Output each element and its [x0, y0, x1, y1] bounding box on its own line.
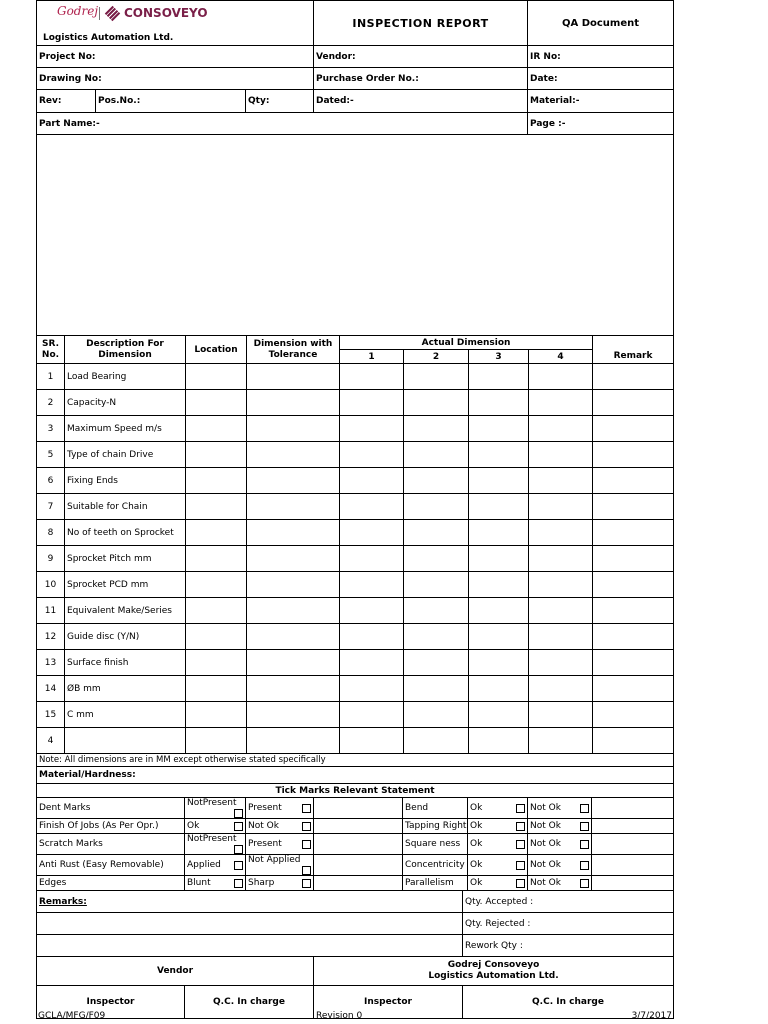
dated-field[interactable]: Dated:-: [314, 90, 528, 113]
row-cell[interactable]: [529, 442, 593, 468]
table-row: [37, 468, 674, 494]
row-cell[interactable]: [469, 442, 529, 468]
row-cell[interactable]: [186, 624, 247, 650]
project-no-field[interactable]: Project No:: [37, 46, 314, 68]
checkbox-icon[interactable]: [234, 845, 243, 854]
row-cell[interactable]: [529, 572, 593, 598]
checkbox-icon[interactable]: [234, 822, 243, 831]
table-row: [37, 546, 674, 572]
row-desc: Load Bearing: [65, 364, 186, 390]
tick-left-label: Anti Rust (Easy Removable): [37, 855, 185, 876]
tick-marks-table: [36, 797, 674, 891]
row-cell[interactable]: [593, 598, 674, 624]
dimension-table: [36, 335, 674, 754]
row-cell[interactable]: [247, 728, 340, 754]
row-cell[interactable]: [186, 520, 247, 546]
row-cell[interactable]: [186, 702, 247, 728]
checkbox-icon[interactable]: [516, 840, 525, 849]
row-cell[interactable]: [186, 364, 247, 390]
table-row: [37, 650, 674, 676]
inspection-report-sheet: [36, 0, 673, 1019]
drawing-no-field[interactable]: Drawing No:: [37, 68, 314, 90]
checkbox-icon[interactable]: [580, 879, 589, 888]
row-cell[interactable]: [469, 598, 529, 624]
tick-left-option-2[interactable]: Sharp: [246, 876, 314, 891]
row-cell[interactable]: [593, 546, 674, 572]
row-sr: 11: [37, 598, 65, 624]
ir-no-field[interactable]: IR No:: [528, 46, 674, 68]
row-sr: 7: [37, 494, 65, 520]
row-cell[interactable]: [593, 702, 674, 728]
godrej-qc-sign[interactable]: Q.C. In charge: [463, 986, 674, 1019]
form-code: GCLA/MFG/F09: [38, 1011, 106, 1021]
qty-field[interactable]: Qty:: [246, 90, 314, 113]
rev-row-table: [36, 89, 674, 113]
row-cell[interactable]: [404, 702, 469, 728]
row-cell[interactable]: [247, 676, 340, 702]
tick-left-option-2[interactable]: Present: [246, 798, 314, 819]
col-location-header: Location: [186, 336, 247, 364]
row-desc: Sprocket PCD mm: [65, 572, 186, 598]
row-sr: 1: [37, 364, 65, 390]
row-desc: No of teeth on Sprocket: [65, 520, 186, 546]
row-cell[interactable]: [469, 624, 529, 650]
godrej-sign-header: Godrej Consoveyo Logistics Automation Ltd.: [314, 957, 674, 986]
row-desc: Fixing Ends: [65, 468, 186, 494]
tick-left-option-1[interactable]: Blunt: [185, 876, 246, 891]
row-cell[interactable]: [469, 494, 529, 520]
row-cell[interactable]: [404, 442, 469, 468]
row-sr: 9: [37, 546, 65, 572]
checkbox-icon[interactable]: [302, 866, 311, 875]
consoveyo-diamond-icon: [105, 6, 121, 22]
row-cell[interactable]: [340, 702, 404, 728]
row-sr: 10: [37, 572, 65, 598]
table-row: [37, 728, 674, 754]
checkbox-icon[interactable]: [234, 861, 243, 870]
row-cell[interactable]: [340, 494, 404, 520]
brand-separator: [99, 7, 100, 20]
table-row: [37, 702, 674, 728]
row-cell[interactable]: [247, 520, 340, 546]
consoveyo-logo: CONSOVEYO: [124, 6, 208, 20]
row-cell[interactable]: [529, 728, 593, 754]
tick-left-label: Finish Of Jobs (As Per Opr.): [37, 819, 185, 834]
row-cell[interactable]: [469, 702, 529, 728]
row-cell[interactable]: [247, 494, 340, 520]
tick-left-option-2[interactable]: Not Applied: [246, 855, 314, 876]
row-sr: 8: [37, 520, 65, 546]
table-row: [37, 572, 674, 598]
row-cell[interactable]: [404, 598, 469, 624]
row-desc: Sprocket Pitch mm: [65, 546, 186, 572]
row-cell[interactable]: [247, 364, 340, 390]
tick-left-label: Scratch Marks: [37, 834, 185, 855]
row-cell[interactable]: [186, 598, 247, 624]
tick-left-option-1[interactable]: NotPresent: [185, 798, 246, 819]
tick-left-label: Dent Marks: [37, 798, 185, 819]
row-cell[interactable]: [186, 650, 247, 676]
row-cell[interactable]: [529, 676, 593, 702]
row-cell[interactable]: [469, 676, 529, 702]
tick-right-label: Bend: [403, 798, 468, 819]
doc-type: QA Document: [528, 1, 674, 46]
row-cell[interactable]: [340, 546, 404, 572]
row-cell[interactable]: [404, 416, 469, 442]
tick-left-option-2[interactable]: Present: [246, 834, 314, 855]
checkbox-icon[interactable]: [234, 809, 243, 818]
col-dim-header: Dimension with Tolerance: [247, 336, 340, 364]
row-desc: Type of chain Drive: [65, 442, 186, 468]
date-field[interactable]: Date:: [528, 68, 674, 90]
checkbox-icon[interactable]: [302, 840, 311, 849]
checkbox-icon[interactable]: [580, 804, 589, 813]
table-row: [37, 494, 674, 520]
row-desc: C mm: [65, 702, 186, 728]
godrej-inspector-sign[interactable]: Inspector: [314, 986, 463, 1019]
row-cell[interactable]: [529, 468, 593, 494]
revision-label: Revision 0: [316, 1011, 363, 1021]
tick-right-option-1[interactable]: Ok: [468, 876, 528, 891]
vendor-qc-sign[interactable]: Q.C. In charge: [185, 986, 314, 1019]
row-sr: 5: [37, 442, 65, 468]
row-cell[interactable]: [340, 364, 404, 390]
row-cell[interactable]: [186, 442, 247, 468]
tick-left-label: Edges: [37, 876, 185, 891]
tick-spacer: [314, 834, 403, 855]
header-table: [36, 0, 674, 90]
row-sr: 2: [37, 390, 65, 416]
col-actual-1: 1: [340, 350, 404, 364]
row-cell[interactable]: [529, 598, 593, 624]
row-cell[interactable]: [593, 650, 674, 676]
tick-right-label: Concentricity: [403, 855, 468, 876]
row-cell[interactable]: [340, 390, 404, 416]
row-cell[interactable]: [593, 520, 674, 546]
tick-spacer: [314, 855, 403, 876]
row-sr: 6: [37, 468, 65, 494]
checkbox-icon[interactable]: [580, 840, 589, 849]
row-cell[interactable]: [247, 546, 340, 572]
table-row: [37, 624, 674, 650]
checkbox-icon[interactable]: [516, 804, 525, 813]
vendor-field[interactable]: Vendor:: [314, 46, 528, 68]
row-cell[interactable]: [340, 650, 404, 676]
tick-spacer: [314, 819, 403, 834]
pos-no-field[interactable]: Pos.No.:: [96, 90, 246, 113]
row-cell[interactable]: [593, 572, 674, 598]
tick-spacer: [592, 876, 674, 891]
logo-cell: [37, 1, 314, 46]
row-sr: 12: [37, 624, 65, 650]
checkbox-icon[interactable]: [516, 879, 525, 888]
row-cell[interactable]: [186, 390, 247, 416]
tick-row: [37, 834, 674, 855]
col-sr-header: SR. No.: [37, 336, 65, 364]
remarks-line-1[interactable]: [37, 913, 463, 935]
col-actual-3: 3: [469, 350, 529, 364]
row-cell[interactable]: [247, 702, 340, 728]
footer-date: 3/7/2017: [631, 1011, 672, 1021]
drawing-area[interactable]: [37, 135, 674, 336]
table-row: [37, 364, 674, 390]
tick-right-option-1[interactable]: Ok: [468, 798, 528, 819]
row-cell[interactable]: [593, 676, 674, 702]
remarks-line-2[interactable]: [37, 935, 463, 957]
row-cell[interactable]: [529, 520, 593, 546]
tick-left-option-1[interactable]: NotPresent: [185, 834, 246, 855]
tick-right-label: Square ness: [403, 834, 468, 855]
row-cell[interactable]: [469, 468, 529, 494]
row-cell[interactable]: [247, 598, 340, 624]
tick-left-option-2[interactable]: Not Ok: [246, 819, 314, 834]
checkbox-icon[interactable]: [516, 822, 525, 831]
row-sr: 15: [37, 702, 65, 728]
row-cell[interactable]: [186, 572, 247, 598]
row-cell[interactable]: [340, 728, 404, 754]
row-cell[interactable]: [404, 676, 469, 702]
row-cell[interactable]: [593, 494, 674, 520]
po-no-field[interactable]: Purchase Order No.:: [314, 68, 528, 90]
remarks-table: [36, 890, 674, 957]
tick-right-option-1[interactable]: Ok: [468, 819, 528, 834]
tick-left-option-1[interactable]: Applied: [185, 855, 246, 876]
tick-row: [37, 798, 674, 819]
row-cell[interactable]: [469, 546, 529, 572]
vendor-sign-header: Vendor: [37, 957, 314, 986]
row-cell[interactable]: [404, 728, 469, 754]
checkbox-icon[interactable]: [302, 822, 311, 831]
row-cell[interactable]: [529, 416, 593, 442]
row-cell[interactable]: [529, 364, 593, 390]
table-row: [37, 520, 674, 546]
checkbox-icon[interactable]: [302, 804, 311, 813]
row-cell[interactable]: [186, 416, 247, 442]
table-row: [37, 416, 674, 442]
remarks-label: Remarks:: [37, 891, 463, 913]
col-actual-header: Actual Dimension: [340, 336, 593, 350]
checkbox-icon[interactable]: [234, 879, 243, 888]
row-cell[interactable]: [404, 364, 469, 390]
row-cell[interactable]: [469, 728, 529, 754]
row-cell[interactable]: [404, 650, 469, 676]
row-cell[interactable]: [469, 364, 529, 390]
row-cell[interactable]: [404, 572, 469, 598]
remark-header-top: [593, 336, 674, 350]
row-cell[interactable]: [340, 468, 404, 494]
checkbox-icon[interactable]: [580, 861, 589, 870]
row-cell[interactable]: [593, 364, 674, 390]
row-desc: Maximum Speed m/s: [65, 416, 186, 442]
row-cell[interactable]: [186, 676, 247, 702]
row-cell[interactable]: [593, 390, 674, 416]
col-desc-header: Description For Dimension: [65, 336, 186, 364]
row-cell[interactable]: [404, 494, 469, 520]
row-cell[interactable]: [529, 650, 593, 676]
row-cell[interactable]: [247, 624, 340, 650]
dimension-note: Note: All dimensions are in MM except otherwise stated specifically: [37, 754, 674, 767]
row-cell[interactable]: [340, 598, 404, 624]
material-field[interactable]: Material:-: [528, 90, 674, 113]
godrej-logo: Godrej: [57, 4, 99, 18]
qty-accepted-field[interactable]: Qty. Accepted :: [463, 891, 674, 913]
row-sr: 13: [37, 650, 65, 676]
row-cell[interactable]: [593, 468, 674, 494]
table-row: [37, 676, 674, 702]
checkbox-icon[interactable]: [580, 822, 589, 831]
table-row: [37, 390, 674, 416]
checkbox-icon[interactable]: [302, 879, 311, 888]
row-desc: [65, 728, 186, 754]
tick-right-option-2[interactable]: Not Ok: [528, 876, 592, 891]
tick-spacer: [314, 876, 403, 891]
row-cell[interactable]: [469, 416, 529, 442]
part-name-table: [36, 112, 674, 336]
tick-row: [37, 819, 674, 834]
row-cell[interactable]: [340, 520, 404, 546]
row-cell[interactable]: [247, 390, 340, 416]
table-row: [37, 442, 674, 468]
row-desc: ØB mm: [65, 676, 186, 702]
row-cell[interactable]: [529, 494, 593, 520]
tick-marks-title: Tick Marks Relevant Statement: [37, 784, 674, 798]
row-cell[interactable]: [404, 624, 469, 650]
tick-right-option-2[interactable]: Not Ok: [528, 855, 592, 876]
row-cell[interactable]: [186, 494, 247, 520]
tick-right-option-2[interactable]: Not Ok: [528, 819, 592, 834]
row-cell[interactable]: [340, 442, 404, 468]
checkbox-icon[interactable]: [516, 861, 525, 870]
tick-spacer: [314, 798, 403, 819]
row-cell[interactable]: [340, 624, 404, 650]
qty-rejected-field[interactable]: Qty. Rejected :: [463, 913, 674, 935]
row-cell[interactable]: [340, 676, 404, 702]
company-name: Logistics Automation Ltd.: [43, 33, 174, 43]
row-sr: 14: [37, 676, 65, 702]
col-remark-header: Remark: [593, 350, 674, 364]
tick-right-option-2[interactable]: Not Ok: [528, 798, 592, 819]
row-cell[interactable]: [529, 624, 593, 650]
row-cell[interactable]: [529, 702, 593, 728]
table-row: [37, 598, 674, 624]
tick-right-label: Parallelism: [403, 876, 468, 891]
row-cell[interactable]: [404, 468, 469, 494]
row-sr: 4: [37, 728, 65, 754]
row-cell[interactable]: [593, 416, 674, 442]
row-desc: Guide disc (Y/N): [65, 624, 186, 650]
tick-right-option-1[interactable]: Ok: [468, 834, 528, 855]
row-sr: 3: [37, 416, 65, 442]
tick-right-option-1[interactable]: Ok: [468, 855, 528, 876]
page-field[interactable]: Page :-: [528, 113, 674, 135]
row-cell[interactable]: [593, 442, 674, 468]
row-desc: Suitable for Chain: [65, 494, 186, 520]
tick-spacer: [592, 855, 674, 876]
rev-field[interactable]: Rev:: [37, 90, 96, 113]
signature-table: [36, 956, 674, 1019]
row-cell[interactable]: [186, 546, 247, 572]
col-actual-4: 4: [529, 350, 593, 364]
tick-spacer: [592, 834, 674, 855]
material-hardness-field[interactable]: Material/Hardness:: [37, 767, 674, 784]
row-cell[interactable]: [529, 390, 593, 416]
row-cell[interactable]: [529, 546, 593, 572]
tick-row: [37, 855, 674, 876]
row-cell[interactable]: [404, 390, 469, 416]
row-cell[interactable]: [247, 416, 340, 442]
part-name-field[interactable]: Part Name:-: [37, 113, 528, 135]
row-cell[interactable]: [247, 442, 340, 468]
tick-left-option-1[interactable]: Ok: [185, 819, 246, 834]
row-cell[interactable]: [186, 728, 247, 754]
row-cell[interactable]: [247, 572, 340, 598]
row-cell[interactable]: [340, 572, 404, 598]
tick-spacer: [592, 798, 674, 819]
row-desc: Capacity-N: [65, 390, 186, 416]
report-title: INSPECTION REPORT: [314, 1, 528, 46]
col-actual-2: 2: [404, 350, 469, 364]
row-cell[interactable]: [404, 546, 469, 572]
tick-row: [37, 876, 674, 891]
tick-right-label: Tapping Right: [403, 819, 468, 834]
notes-table: [36, 753, 674, 798]
row-cell[interactable]: [469, 650, 529, 676]
rework-qty-field[interactable]: Rework Qty :: [463, 935, 674, 957]
row-cell[interactable]: [247, 468, 340, 494]
row-cell[interactable]: [247, 650, 340, 676]
row-cell[interactable]: [593, 728, 674, 754]
tick-spacer: [592, 819, 674, 834]
vendor-inspector-sign[interactable]: Inspector: [37, 986, 185, 1019]
row-cell[interactable]: [404, 520, 469, 546]
row-cell[interactable]: [469, 572, 529, 598]
row-desc: Equivalent Make/Series: [65, 598, 186, 624]
tick-right-option-2[interactable]: Not Ok: [528, 834, 592, 855]
row-desc: Surface finish: [65, 650, 186, 676]
row-cell[interactable]: [340, 416, 404, 442]
row-cell[interactable]: [186, 468, 247, 494]
row-cell[interactable]: [469, 520, 529, 546]
row-cell[interactable]: [469, 390, 529, 416]
row-cell[interactable]: [593, 624, 674, 650]
